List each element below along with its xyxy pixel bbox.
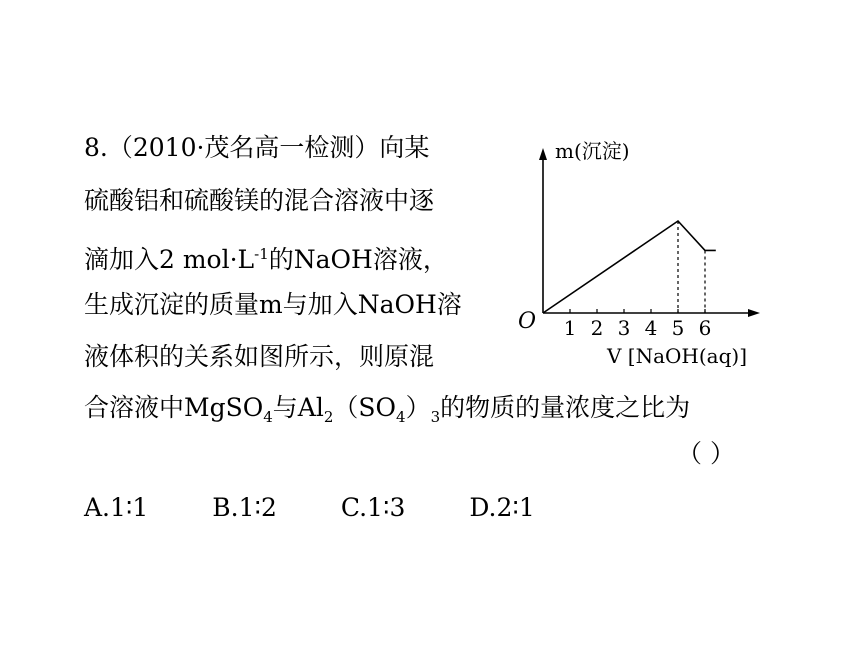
precipitate-curve [543,221,716,313]
x-tick-label: 2 [590,316,604,340]
x-tick-label: 6 [698,316,712,340]
question-text: 生成沉淀的质量m与加入NaOH溶 [84,290,462,319]
option-c[interactable]: C.1∶3 [340,493,406,522]
question-text: ） [405,393,431,422]
question-text: 硫酸铝和硫酸镁的混合溶液中逐 [84,186,435,215]
precipitate-graph [510,130,760,370]
superscript: -1 [254,245,269,263]
question-text: （SO [333,393,397,422]
options-row [84,493,591,523]
answer-blank: （ ） [677,439,735,468]
option-d[interactable]: D.2∶1 [469,493,535,522]
x-tick-label: 5 [671,316,685,340]
question-text: 滴加入2 mol·L [84,245,255,274]
question-line-4 [84,290,462,320]
question-line-1 [84,133,429,163]
question-text: 与Al [272,393,324,422]
question-text: 液体积的关系如图所示，则原混 [84,342,435,371]
x-tick-label: 4 [644,316,658,340]
question-text: 8.（2010·茂名高一检测）向某 [84,133,430,162]
option-a[interactable]: A.1∶1 [84,493,149,522]
question-line-6 [84,393,690,432]
option-b[interactable]: B.1∶2 [212,493,277,522]
question-line-5 [84,342,434,372]
subscript: 2 [323,408,334,426]
x-tick-label: 1 [563,316,577,340]
question-line-2 [84,186,434,216]
y-axis-label: m(沉淀) [555,139,630,163]
question-text: 合溶液中MgSO [84,393,264,422]
question-text: 的NaOH溶液， [268,245,448,274]
subscript: 4 [396,408,406,426]
subscript: 4 [263,408,273,426]
y-axis-arrow [539,148,547,160]
question-line-3 [84,239,448,275]
origin-label: O [518,309,537,334]
question-text: 的物质的量浓度之比为 [440,393,691,422]
x-axis-arrow [748,309,760,317]
x-axis-label: V [NaOH(aq)] [607,344,747,368]
subscript: 3 [430,408,441,426]
x-tick-label: 3 [617,316,631,340]
